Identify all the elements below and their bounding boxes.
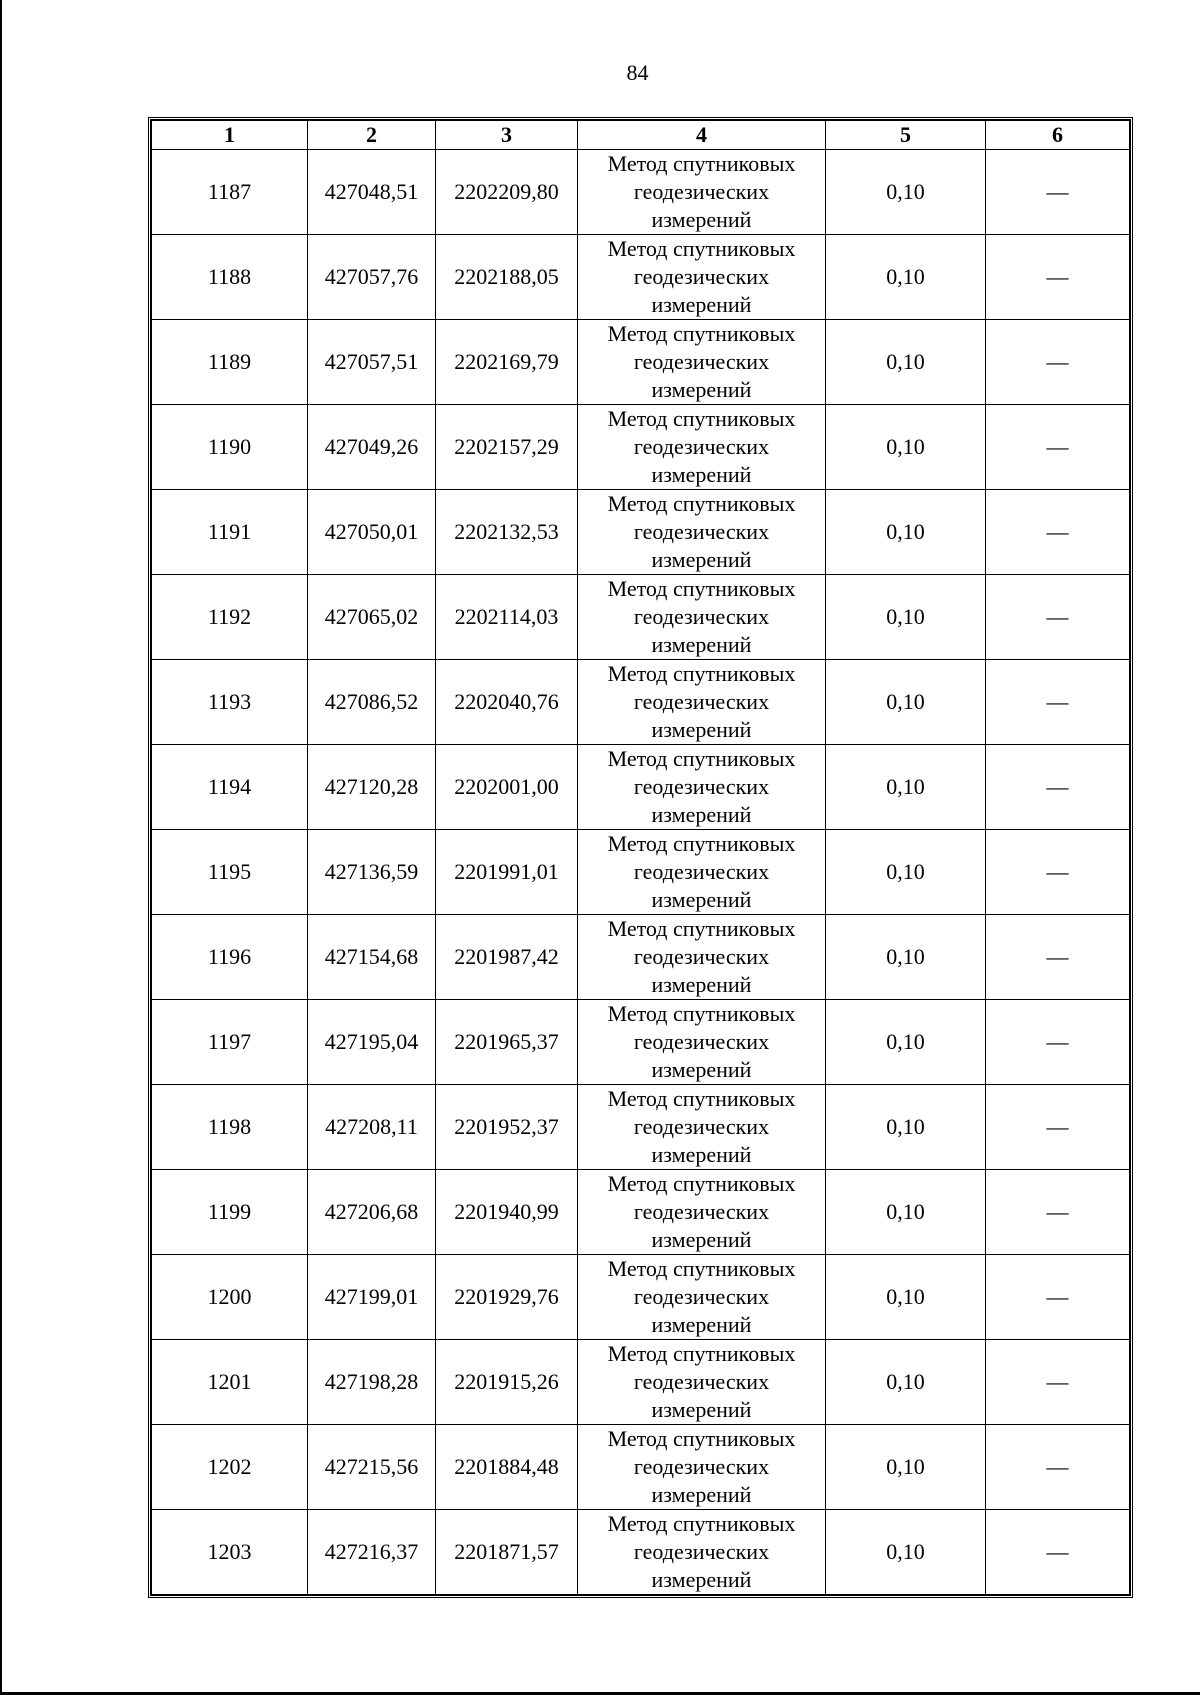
method-line: измерений [651,1312,752,1337]
table-row [152,235,1130,320]
method-line: геодезических [633,349,770,374]
method-line: измерений [651,802,752,827]
accuracy-cell: 0,10 [826,745,986,830]
method-cell [578,915,826,1000]
table-row [152,745,1130,830]
coordinates-table [151,120,1130,1595]
note-cell: — [986,1425,1130,1510]
accuracy-cell: 0,10 [826,320,986,405]
x-coordinate-cell: 427216,37 [308,1510,436,1595]
x-coordinate-cell: 427154,68 [308,915,436,1000]
note-cell: — [986,915,1130,1000]
method-cell [578,1000,826,1085]
method-line: геодезических [633,689,770,714]
x-coordinate-cell: 427120,28 [308,745,436,830]
x-coordinate-cell: 427199,01 [308,1255,436,1340]
method-line: геодезических [633,1284,770,1309]
column-header: 3 [436,121,578,150]
page-number: 84 [626,60,649,85]
note-cell: — [986,1170,1130,1255]
table-row [152,1085,1130,1170]
point-number-cell: 1195 [152,830,308,915]
column-header: 2 [308,121,436,150]
method-line: геодезических [633,604,770,629]
y-coordinate-cell: 2202209,80 [436,150,578,235]
method-cell [578,150,826,235]
note-cell: — [986,1000,1130,1085]
table-row [152,1340,1130,1425]
method-cell [578,575,826,660]
note-cell: — [986,1510,1130,1595]
note-cell: — [986,660,1130,745]
method-line: измерений [651,547,752,572]
method-line: измерений [651,1227,752,1252]
table-row [152,915,1130,1000]
method-cell [578,1425,826,1510]
x-coordinate-cell: 427049,26 [308,405,436,490]
note-cell: — [986,1085,1130,1170]
x-coordinate-cell: 427048,51 [308,150,436,235]
method-line: Метод спутниковых [607,1511,796,1536]
y-coordinate-cell: 2202132,53 [436,490,578,575]
note-cell: — [986,490,1130,575]
method-line: геодезических [633,519,770,544]
point-number-cell: 1187 [152,150,308,235]
method-cell [578,235,826,320]
method-line: Метод спутниковых [607,1256,796,1281]
column-header: 5 [826,121,986,150]
x-coordinate-cell: 427215,56 [308,1425,436,1510]
table-row [152,575,1130,660]
note-cell: — [986,575,1130,660]
method-line: измерений [651,632,752,657]
method-line: геодезических [633,1369,770,1394]
x-coordinate-cell: 427057,51 [308,320,436,405]
point-number-cell: 1198 [152,1085,308,1170]
method-line: геодезических [633,434,770,459]
point-number-cell: 1191 [152,490,308,575]
note-cell: — [986,150,1130,235]
method-line: геодезических [633,1029,770,1054]
x-coordinate-cell: 427208,11 [308,1085,436,1170]
column-header: 1 [152,121,308,150]
point-number-cell: 1194 [152,745,308,830]
method-line: геодезических [633,1539,770,1564]
method-line: Метод спутниковых [607,661,796,686]
y-coordinate-cell: 2201915,26 [436,1340,578,1425]
method-cell [578,1255,826,1340]
point-number-cell: 1188 [152,235,308,320]
method-line: измерений [651,377,752,402]
note-cell: — [986,405,1130,490]
table-row [152,1425,1130,1510]
y-coordinate-cell: 2202001,00 [436,745,578,830]
method-line: Метод спутниковых [607,831,796,856]
y-coordinate-cell: 2201987,42 [436,915,578,1000]
method-line: Метод спутниковых [607,1426,796,1451]
accuracy-cell: 0,10 [826,1170,986,1255]
accuracy-cell: 0,10 [826,1340,986,1425]
note-cell: — [986,1255,1130,1340]
note-cell: — [986,830,1130,915]
method-cell [578,1170,826,1255]
method-line: геодезических [633,1114,770,1139]
method-cell [578,320,826,405]
note-cell: — [986,745,1130,830]
table-row [152,1000,1130,1085]
method-line: Метод спутниковых [607,1001,796,1026]
method-line: измерений [651,717,752,742]
method-line: Метод спутниковых [607,1171,796,1196]
method-cell [578,830,826,915]
method-line: измерений [651,1482,752,1507]
method-line: геодезических [633,1454,770,1479]
table-row [152,490,1130,575]
table-row [152,1170,1130,1255]
point-number-cell: 1193 [152,660,308,745]
x-coordinate-cell: 427065,02 [308,575,436,660]
point-number-cell: 1197 [152,1000,308,1085]
method-line: измерений [651,1057,752,1082]
method-cell [578,405,826,490]
x-coordinate-cell: 427050,01 [308,490,436,575]
method-line: Метод спутниковых [607,236,796,261]
method-cell [578,1340,826,1425]
table-body [152,150,1130,1595]
y-coordinate-cell: 2201965,37 [436,1000,578,1085]
table-row [152,405,1130,490]
method-cell [578,745,826,830]
table-header-row [152,121,1130,150]
method-line: измерений [651,887,752,912]
column-header: 6 [986,121,1130,150]
y-coordinate-cell: 2202169,79 [436,320,578,405]
point-number-cell: 1203 [152,1510,308,1595]
point-number-cell: 1196 [152,915,308,1000]
method-line: Метод спутниковых [607,406,796,431]
x-coordinate-cell: 427206,68 [308,1170,436,1255]
accuracy-cell: 0,10 [826,830,986,915]
method-cell [578,1085,826,1170]
x-coordinate-cell: 427198,28 [308,1340,436,1425]
accuracy-cell: 0,10 [826,660,986,745]
y-coordinate-cell: 2202188,05 [436,235,578,320]
accuracy-cell: 0,10 [826,575,986,660]
table-row [152,320,1130,405]
table-row [152,1510,1130,1595]
method-line: геодезических [633,264,770,289]
column-header: 4 [578,121,826,150]
method-line: геодезических [633,859,770,884]
method-line: Метод спутниковых [607,916,796,941]
y-coordinate-cell: 2201884,48 [436,1425,578,1510]
method-line: измерений [651,1567,752,1592]
accuracy-cell: 0,10 [826,1085,986,1170]
y-coordinate-cell: 2201871,57 [436,1510,578,1595]
accuracy-cell: 0,10 [826,1425,986,1510]
method-line: измерений [651,292,752,317]
accuracy-cell: 0,10 [826,405,986,490]
y-coordinate-cell: 2202157,29 [436,405,578,490]
accuracy-cell: 0,10 [826,150,986,235]
note-cell: — [986,320,1130,405]
scan-border-left [0,0,2,1695]
note-cell: — [986,235,1130,320]
point-number-cell: 1189 [152,320,308,405]
accuracy-cell: 0,10 [826,1510,986,1595]
point-number-cell: 1192 [152,575,308,660]
method-line: геодезических [633,1199,770,1224]
method-line: геодезических [633,944,770,969]
method-line: Метод спутниковых [607,576,796,601]
accuracy-cell: 0,10 [826,915,986,1000]
method-cell [578,660,826,745]
method-line: Метод спутниковых [607,151,796,176]
table-row [152,660,1130,745]
method-line: геодезических [633,179,770,204]
x-coordinate-cell: 427136,59 [308,830,436,915]
method-line: Метод спутниковых [607,1086,796,1111]
method-cell [578,1510,826,1595]
method-line: измерений [651,1397,752,1422]
accuracy-cell: 0,10 [826,235,986,320]
method-cell [578,490,826,575]
table-row [152,830,1130,915]
y-coordinate-cell: 2202114,03 [436,575,578,660]
y-coordinate-cell: 2201929,76 [436,1255,578,1340]
method-line: Метод спутниковых [607,1341,796,1366]
table-row [152,1255,1130,1340]
point-number-cell: 1201 [152,1340,308,1425]
y-coordinate-cell: 2201991,01 [436,830,578,915]
point-number-cell: 1190 [152,405,308,490]
method-line: измерений [651,207,752,232]
x-coordinate-cell: 427195,04 [308,1000,436,1085]
accuracy-cell: 0,10 [826,1000,986,1085]
method-line: Метод спутниковых [607,321,796,346]
method-line: геодезических [633,774,770,799]
method-line: измерений [651,462,752,487]
point-number-cell: 1200 [152,1255,308,1340]
table-row [152,150,1130,235]
y-coordinate-cell: 2201952,37 [436,1085,578,1170]
x-coordinate-cell: 427057,76 [308,235,436,320]
y-coordinate-cell: 2201940,99 [436,1170,578,1255]
method-line: измерений [651,1142,752,1167]
method-line: измерений [651,972,752,997]
x-coordinate-cell: 427086,52 [308,660,436,745]
note-cell: — [986,1340,1130,1425]
y-coordinate-cell: 2202040,76 [436,660,578,745]
accuracy-cell: 0,10 [826,490,986,575]
point-number-cell: 1202 [152,1425,308,1510]
method-line: Метод спутниковых [607,746,796,771]
point-number-cell: 1199 [152,1170,308,1255]
method-line: Метод спутниковых [607,491,796,516]
coordinates-table-frame [148,117,1133,1598]
accuracy-cell: 0,10 [826,1255,986,1340]
